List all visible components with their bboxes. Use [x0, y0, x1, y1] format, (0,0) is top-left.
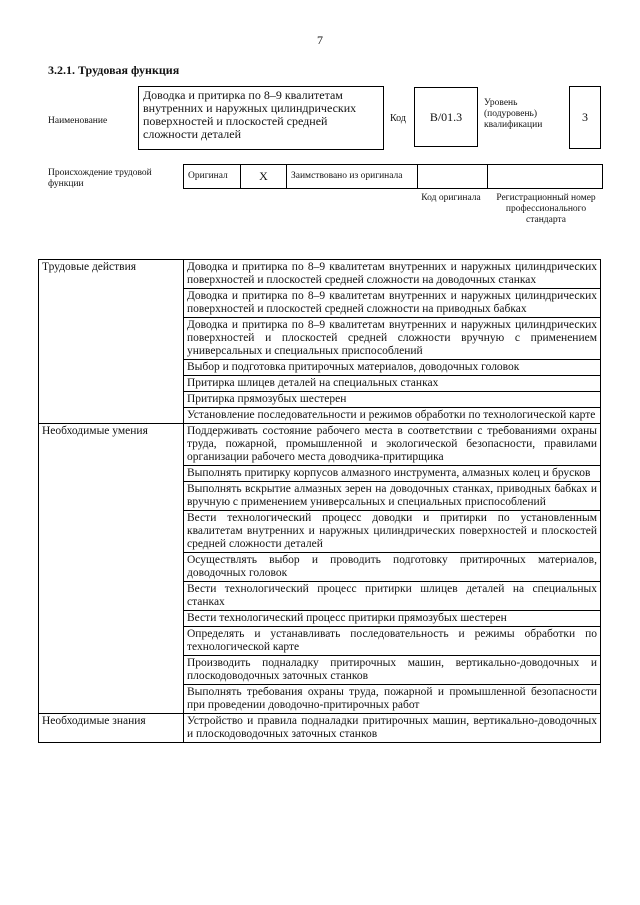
table-row: [39, 260, 601, 289]
code-original-cell: [418, 165, 488, 189]
kod-label: Код: [390, 113, 406, 124]
list-item: Выполнять требования охраны труда, пожарной и промышленной безопасности при проведении доводочно-притирочных работ: [184, 685, 601, 714]
list-item: Вести технологический процесс доводки и притирки по установленным квалитетам внутренних и наружных цилиндрических поверхностей и плоскостей средней сложности деталей: [184, 511, 601, 553]
section-title: 3.2.1. Трудовая функция: [48, 63, 180, 77]
table-body: [39, 260, 601, 743]
list-item: Поддерживать состояние рабочего места в соответствии с требованиями охраны труда, пожарной, промышленной и экологической безопасности, правилами организации рабочего места доводчика-притирщика: [184, 424, 601, 466]
origin-label: Происхождение трудовой функции: [48, 168, 152, 189]
origin-table: [183, 164, 603, 189]
list-item: Вести технологический процесс притирки шлицев деталей на специальных станках: [184, 582, 601, 611]
list-item: Притирка шлицев деталей на специальных станках: [184, 376, 601, 392]
uroven-label: Уровень (подуровень) квалификации: [484, 98, 543, 130]
list-item: Выполнять притирку корпусов алмазного инструмента, алмазных колец и брусков: [184, 466, 601, 482]
borrowed-label: Заимствовано из оригинала: [287, 165, 418, 189]
original-mark: X: [241, 165, 287, 189]
list-item: Доводка и притирка по 8–9 квалитетам внутренних и наружных цилиндрических поверхностей и плоскостей средней сложности вручную с применением универсальных и специальных приспособлений: [184, 318, 601, 360]
list-item: Доводка и притирка по 8–9 квалитетам внутренних и наружных цилиндрических поверхностей и плоскостей средней сложности на доводочных станках: [184, 260, 601, 289]
list-item: Производить подналадку притирочных машин, вертикально-доводочных и плоскодоводочных заточных станков: [184, 656, 601, 685]
uroven-value-box: 3: [569, 86, 601, 149]
reg-number-label: Регистрационный номер профессионального стандарта: [496, 193, 596, 225]
naimenovanie-label: Наименование: [48, 116, 108, 126]
list-item: Определять и устанавливать последовательность и режимы обработки по технологической карте: [184, 627, 601, 656]
table-row: [39, 424, 601, 466]
section-heading: Трудовые действия: [39, 260, 184, 424]
list-item: Осуществлять выбор и проводить подготовку притирочных материалов, доводочных головок: [184, 553, 601, 582]
list-item: Выбор и подготовка притирочных материалов, доводочных головок: [184, 360, 601, 376]
list-item: Вести технологический процесс притирки прямозубых шестерен: [184, 611, 601, 627]
table-row: [39, 714, 601, 743]
reg-number-cell: [488, 165, 603, 189]
section-heading: Необходимые знания: [39, 714, 184, 743]
page-number: 7: [317, 33, 323, 47]
list-item: Притирка прямозубых шестерен: [184, 392, 601, 408]
list-item: Установление последовательности и режимов обработки по технологической карте: [184, 408, 601, 424]
code-original-label: Код оригинала: [421, 193, 481, 203]
list-item: Выполнять вскрытие алмазных зерен на доводочных станках, приводных бабках и вручную с применением универсальных и специальных приспособлений: [184, 482, 601, 511]
kod-value-box: В/01.3: [414, 87, 478, 147]
section-heading: Необходимые умения: [39, 424, 184, 714]
list-item: Доводка и притирка по 8–9 квалитетам внутренних и наружных цилиндрических поверхностей и плоскостей средней сложности на приводных бабках: [184, 289, 601, 318]
function-name-box: Доводка и притирка по 8–9 квалитетам внутренних и наружных цилиндрических поверхностей и плоскостей средней сложности деталей: [138, 86, 384, 150]
original-label: Оригинал: [184, 165, 241, 189]
list-item: Устройство и правила подналадки притирочных машин, вертикально-доводочных и плоскодоводочных заточных станков: [184, 714, 601, 743]
function-details-table: [38, 259, 601, 743]
